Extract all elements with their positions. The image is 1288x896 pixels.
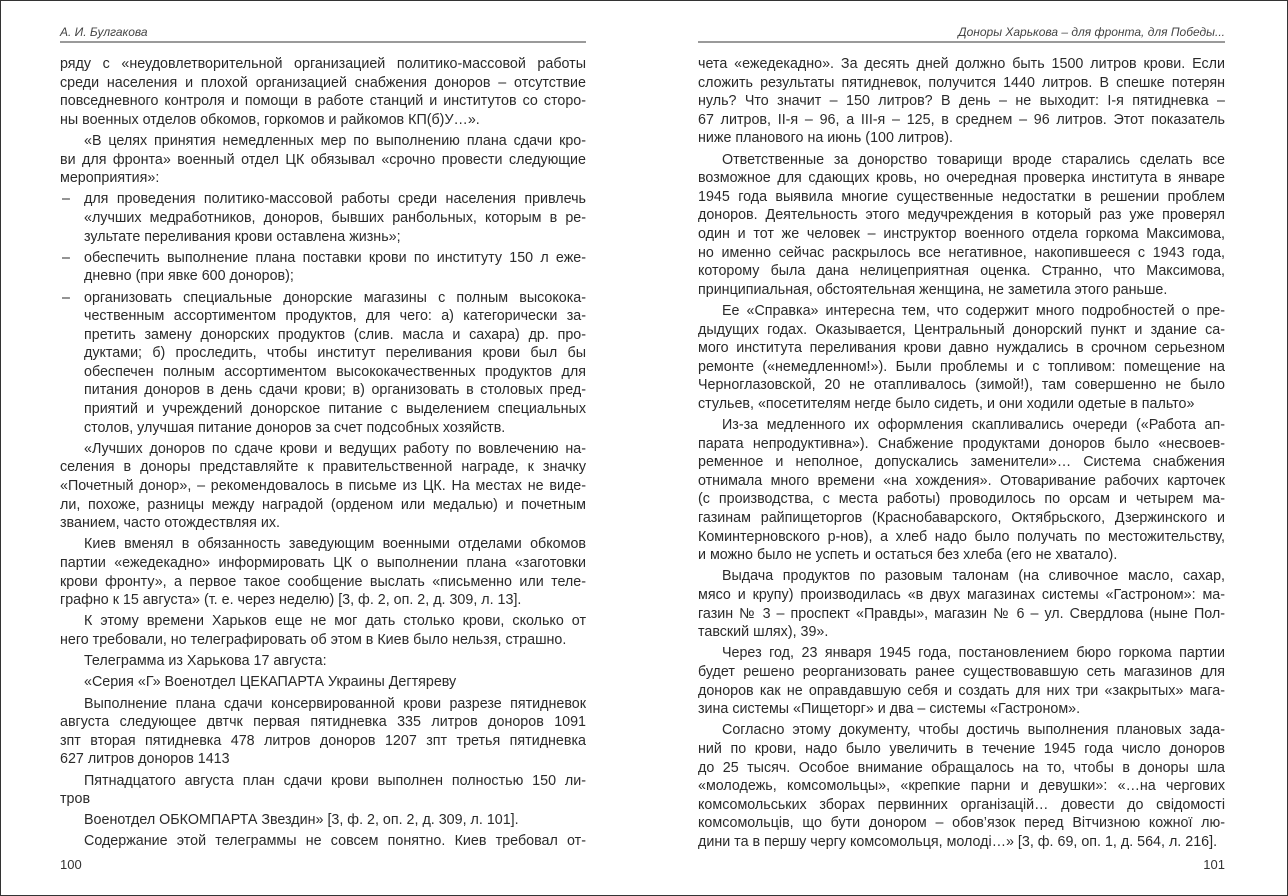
paragraph <box>698 55 1225 148</box>
text-line: ны военных отделов обкомов, горкомов и райкомов КП(б)У…». <box>60 111 480 128</box>
text-line: комсомольців, що бути донором – обов’язок перед Вітчизною кожної лю- <box>698 815 1225 832</box>
paragraph <box>60 132 586 188</box>
paragraph <box>60 695 586 769</box>
text-line: зультате переливания крови оставлена жизнь»; <box>84 228 401 245</box>
text-line: августа следующее двтчк первая пятидневка 335 литров доноров 1091 <box>60 714 586 731</box>
text-line: ви для фронта» военный отдел ЦК обязывал «срочно провести следующие <box>60 151 586 168</box>
text-line: «В целях принятия немедленных мер по выполнению плана сдачи кро- <box>84 132 586 149</box>
running-head-author: А. И. Булгакова <box>60 25 148 39</box>
page-number: 100 <box>60 857 82 872</box>
text-line: Телеграмма из Харькова 17 августа: <box>84 653 327 670</box>
text-line: Ее «Справка» интересна тем, что содержит много подробностей о пре- <box>722 302 1225 319</box>
text-line: (с производства, с места работы) проводилось по орсам и четырем ма- <box>698 491 1225 508</box>
text-line: Из-за медленного их оформления скапливались очереди («Работа ап- <box>722 417 1225 434</box>
list-item <box>60 190 586 246</box>
text-line: мого института переливания крови давно нуждались в срочном серьезном <box>698 340 1225 357</box>
text-line: партии «ежедекадно» информировать ЦК о выполнении плана «заготовки <box>60 555 586 571</box>
text-line: Через год, 23 января 1945 года, постановлением бюро горкома партии <box>722 645 1225 662</box>
text-line: крови фронту», а первое такое сообщение выслать «письменно или теле- <box>60 573 586 590</box>
text-line: Коминтерновского р-нов), а хлеб надо было получать по местожительству, <box>698 528 1225 545</box>
list-item <box>60 249 586 286</box>
text-line: графно к 15 августа» (т. е. через неделю) [3, ф. 2, оп. 2, д. 309, л. 13]. <box>60 592 522 609</box>
paragraph <box>60 440 586 533</box>
paragraph <box>698 416 1225 565</box>
text-line: «Почетный донор», – рекомендовалось в письме из ЦК. На местах не виде- <box>60 478 586 495</box>
text-line: но именно сейчас раскрылось все негативное, накопившееся с 1943 года, <box>698 244 1225 261</box>
text-line: будет решено реорганизовать ранее существовавшую сеть магазинов для <box>698 663 1225 680</box>
text-line: претить замену донорских продуктов (слив. масла и сахара) др. про- <box>84 326 586 343</box>
text-line: Выполнение плана сдачи консервированной крови разрезе пятидневок <box>84 695 586 712</box>
text-line: 67 литров, II-я – 96, а III-я – 125, в среднем – 96 литров. Этот показатель <box>698 111 1225 128</box>
text-line: отнимала много времени «на хождения». Отоваривание рабочих карточек <box>698 472 1225 489</box>
text-line: столов, улучшая питание доноров за счет подсобных хозяйств. <box>84 419 506 436</box>
text-line: приятий и учреждений донорское питание с выделением специальных <box>84 401 586 418</box>
list-dash-marker: – <box>62 289 70 306</box>
text-line: «Лучших доноров по сдаче крови и ведущих работу по вовлечению на- <box>84 440 586 457</box>
header-rule <box>698 41 1225 43</box>
text-line: сложить результаты пятидневок, получится 1440 литров. В спешке потерян <box>698 74 1225 91</box>
paragraph <box>60 772 586 809</box>
text-line: званием, часто отождествляя их. <box>60 515 280 532</box>
text-line: него требовали, но телеграфировать об этом в Киев было нельзя, страшно. <box>60 631 567 648</box>
text-line: мероприятия»: <box>60 170 160 187</box>
header-rule <box>60 41 586 43</box>
text-line: принципиальная, обстоятельная женщина, не заметила этого раньше. <box>698 281 1168 298</box>
list-dash-marker: – <box>62 249 70 266</box>
text-line: Пятнадцатого августа план сдачи крови выполнен полностью 150 ли- <box>84 772 586 789</box>
text-line: ниже планового на июнь (100 литров). <box>698 130 953 147</box>
text-line: «молодежь, комсомольцы», «крепкие парни и девушки»: «…на чергових <box>698 778 1225 795</box>
text-line: 627 литров доноров 1413 <box>60 751 230 768</box>
text-line: и можно было не успеть и остаться без хлеба (его не хватало). <box>698 547 1118 564</box>
text-line: дуктами; б) проследить, чтобы институт переливания крови был бы <box>84 345 586 362</box>
text-line: парата непродуктивна»). Снабжение продуктами доноров было «несвоев- <box>698 435 1225 452</box>
left-page <box>60 0 586 896</box>
text-line: повседневного контроля и помощи в работе станций и институтов со сторо- <box>60 93 586 110</box>
right-page <box>698 0 1225 896</box>
paragraph <box>698 302 1225 414</box>
text-line: Ответственные за донорство товарищи вроде старались сделать все <box>722 151 1225 168</box>
text-line: среди населения и плохой организацией снабжения доноров – отсутствие <box>60 74 586 91</box>
running-head-title: Доноры Харькова – для фронта, для Победы... <box>958 25 1225 39</box>
text-line: Выдача продуктов по разовым талонам (на сливочное масло, сахар, <box>722 568 1225 585</box>
text-line: Согласно этому документу, чтобы достичь выполнения плановых зада- <box>722 722 1225 739</box>
text-line: дыдущих годах. Оказывается, Центральный донорский пункт и здание са- <box>698 321 1225 338</box>
text-line: организовать специальные донорские магазины с полным высокока- <box>84 289 586 306</box>
paragraph <box>60 612 586 649</box>
paragraph <box>698 567 1225 641</box>
text-line: ремонте («немедленном!»). Были проблемы и с топливом: помещение на <box>698 358 1225 375</box>
text-line: Черноглазовской, 20 не отапливалось (зимой!), там совершенно не было <box>698 377 1225 394</box>
page-number: 101 <box>1203 857 1225 872</box>
text-line: 1945 года выявила многие существенные недостатки в решении проблем <box>698 188 1225 205</box>
list-dash-marker: – <box>62 191 70 208</box>
paragraph <box>60 55 586 129</box>
text-line: К этому времени Харьков еще не мог дать столько крови, сколько от <box>84 613 586 630</box>
text-line: дини та в першу чергу комсомольця, молоді…» [3, ф. 69, оп. 1, д. 564, л. 216]. <box>698 833 1218 850</box>
text-line: ли, похоже, разницы между наградой (орденом или медалью) и почетным <box>60 496 586 513</box>
text-line: чественным ассортиментом продуктов, для чего: а) категорически за- <box>84 308 586 325</box>
text-line: тавский шлях), 39». <box>698 624 829 641</box>
text-line: газин № 3 – проспект «Правды», магазин № 6 – ул. Свердлова (ныне Пол- <box>698 605 1225 622</box>
text-line: зина системы «Пищеторг» и два – системы «Гастроном». <box>698 701 1081 718</box>
text-line: доноров как не оправдавшую себя и создать для них три «закрытых» мага- <box>698 682 1225 699</box>
page-body <box>698 55 1225 852</box>
text-line: дневно (при явке 600 доноров); <box>84 268 294 285</box>
text-line: Военотдел ОБКОМПАРТА Звездин» [3, ф. 2, оп. 2, д. 309, л. 101]. <box>84 812 519 829</box>
text-line: возможное для сдающих кровь, но очередная проверка института в январе <box>698 170 1225 187</box>
text-line: газинам райпищеторгов (Краснобаварского, Октябрьского, Дзержинского и <box>698 510 1225 527</box>
text-line: доноров. Деятельность этого медучреждения в который раз уже проверял <box>698 207 1225 224</box>
paragraph <box>60 652 586 671</box>
text-line: Содержание этой телеграммы не совсем понятно. Киев требовал от- <box>84 833 586 850</box>
text-line: зпт вторая пятидневка 478 литров доноров 1207 зпт третья пятидневка <box>60 732 586 749</box>
paragraph <box>60 535 586 609</box>
text-line: Киев вменял в обязанность заведующим военными отделами обкомов <box>84 536 586 553</box>
paragraph <box>698 151 1225 300</box>
text-line: ременное и неполное, допускались заменители»… Система снабжения <box>698 454 1225 471</box>
text-line: обеспечить выполнение плана поставки крови по институту 150 л еже- <box>84 249 586 266</box>
paragraph <box>60 832 586 851</box>
text-line: селения в доноры представляйте к правительственной награде, к значку <box>60 459 586 476</box>
text-line: чета «ежедекадно». За десять дней должно быть 1500 литров крови. Если <box>698 56 1225 72</box>
text-line: которому была дана нелицеприятная оценка. Странно, что Максимова, <box>698 263 1225 280</box>
text-line: «лучших медработников, доноров, бывших ранбольных, которым в ре- <box>84 209 586 226</box>
paragraph <box>60 811 586 830</box>
text-line: «Серия «Г» Военотдел ЦЕКАПАРТА Украины Дегтяреву <box>84 674 457 691</box>
paragraph <box>698 644 1225 718</box>
text-line: ний по крови, надо было увеличить в течение 1945 года число доноров <box>698 740 1225 757</box>
text-line: ряду с «неудовлетворительной организацией политико-массовой работы <box>60 56 586 72</box>
paragraph <box>698 721 1225 851</box>
list-item <box>60 289 586 438</box>
text-line: комсомольських зборах первинних організацій… довести до свідомості <box>698 796 1225 813</box>
text-line: обеспечен полным ассортиментом высококачественных продуктов для <box>84 363 586 380</box>
text-line: питания доноров в день сдачи крови; в) организовать в столовых пред- <box>84 382 586 399</box>
text-line: мясо и крупу) производилась «в двух магазинах системы «Гастроном»: ма- <box>698 587 1225 603</box>
text-line: для проведения политико-массовой работы среди населения привлечь <box>84 191 586 208</box>
page-body <box>60 55 586 851</box>
text-line: нуль? Что значит – 150 литров? В день – не выходит: I-я пятидневка – <box>698 93 1225 110</box>
text-line: до 25 тысяч. Особое внимание обращалось на то, чтобы в доноры шла <box>698 759 1225 776</box>
text-line: стульев, «посетителям негде было сидеть, и они ходили одетые в пальто» <box>698 395 1195 412</box>
text-line: один и тот же человек – инструктор военного отдела горкома Максимова, <box>698 225 1225 242</box>
text-line: тров <box>60 791 91 808</box>
paragraph <box>60 673 586 692</box>
